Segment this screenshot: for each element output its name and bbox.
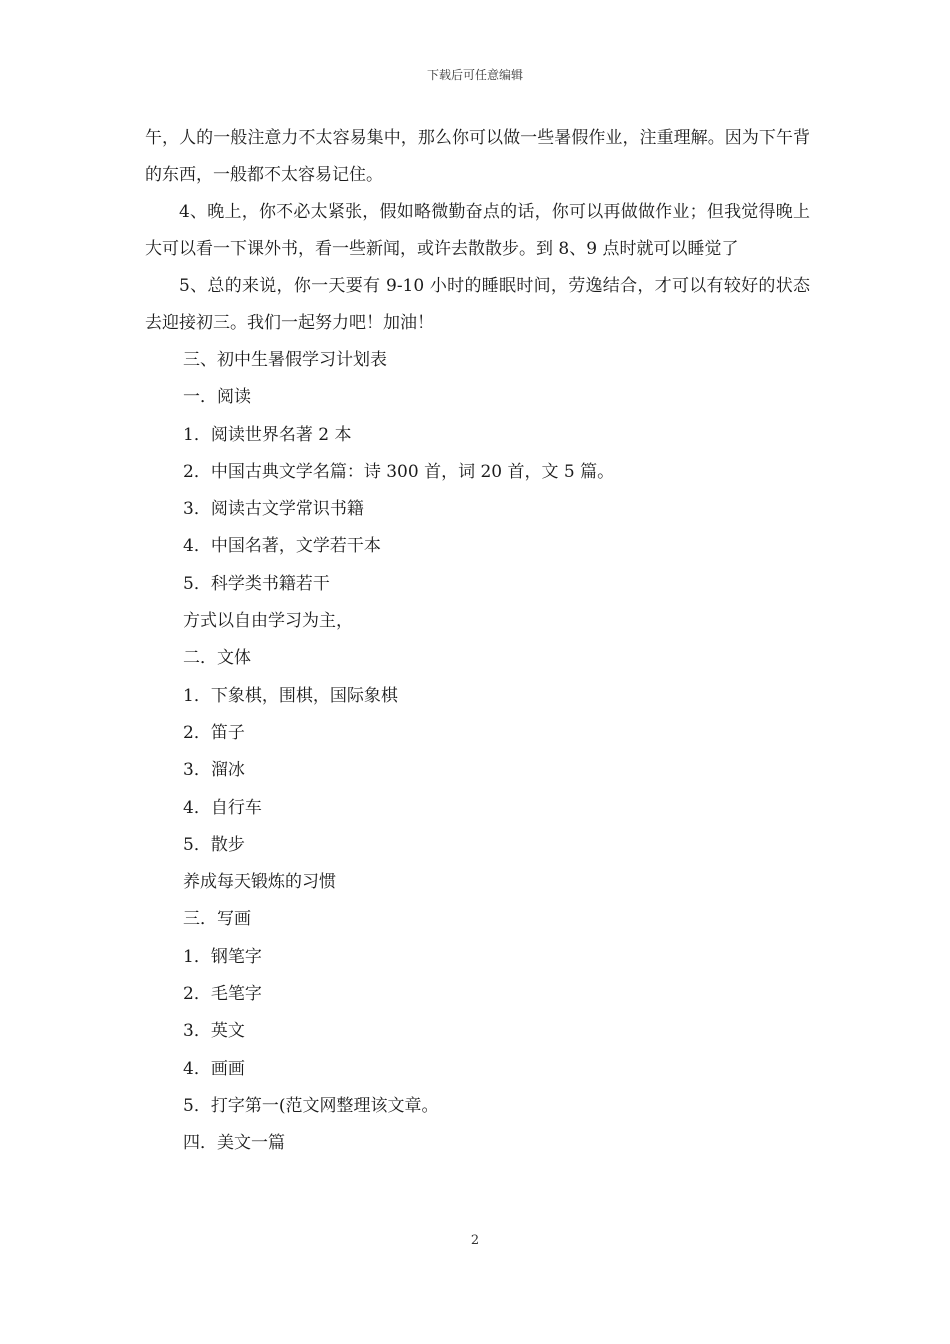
list-item: 3．英文 bbox=[183, 1021, 245, 1042]
list-item: 5．科学类书籍若干 bbox=[183, 573, 330, 594]
list-item: 3．溜冰 bbox=[183, 760, 245, 781]
subsection-heading: 三．写画 bbox=[183, 909, 251, 930]
subsection-heading: 二．文体 bbox=[183, 648, 251, 669]
section-heading: 三、初中生暑假学习计划表 bbox=[183, 350, 387, 370]
list-item: 1．阅读世界名著 2 本 bbox=[183, 424, 352, 445]
list-item: 2．笛子 bbox=[183, 722, 245, 743]
page-header: 下载后可任意编辑 bbox=[426, 68, 523, 82]
list-item: 5．打字第一(范文网整理该文章。 bbox=[183, 1095, 439, 1116]
list-item: 4．画画 bbox=[183, 1058, 245, 1079]
subsection-heading: 四．美文一篇 bbox=[183, 1133, 285, 1154]
list-item: 2．中国古典文学名篇：诗 300 首，词 20 首，文 5 篇。 bbox=[183, 461, 615, 482]
list-item: 2．毛笔字 bbox=[183, 984, 262, 1005]
paragraph: 4、晚上，你不必太紧张，假如略微勤奋点的话，你可以再做做作业；但我觉得晚上大可以看一下课外书，看一些新闻，或许去散散步。到 8、9 点时就可以睡觉了 bbox=[145, 202, 810, 259]
list-item: 5．散步 bbox=[183, 834, 245, 855]
paragraph: 5、总的来说，你一天要有 9-10 小时的睡眠时间，劳逸结合，才可以有较好的状态去迎接初三。我们一起努力吧！加油！ bbox=[145, 276, 810, 333]
document-body bbox=[145, 120, 810, 1163]
note-line: 养成每天锻炼的习惯 bbox=[183, 872, 336, 893]
list-item: 4．中国名著，文学若干本 bbox=[183, 536, 381, 557]
list-item: 1．钢笔字 bbox=[183, 946, 262, 967]
paragraph: 午，人的一般注意力不太容易集中，那么你可以做一些暑假作业，注重理解。因为下午背的东西，一般都不太容易记住。 bbox=[145, 128, 810, 185]
list-item: 3．阅读古文学常识书籍 bbox=[183, 499, 364, 520]
page-number: 2 bbox=[470, 1233, 480, 1248]
subsection-heading: 一．阅读 bbox=[183, 387, 251, 408]
list-item: 1．下象棋，围棋，国际象棋 bbox=[183, 685, 398, 706]
note-line: 方式以自由学习为主， bbox=[183, 611, 353, 632]
list-item: 4．自行车 bbox=[183, 797, 262, 818]
